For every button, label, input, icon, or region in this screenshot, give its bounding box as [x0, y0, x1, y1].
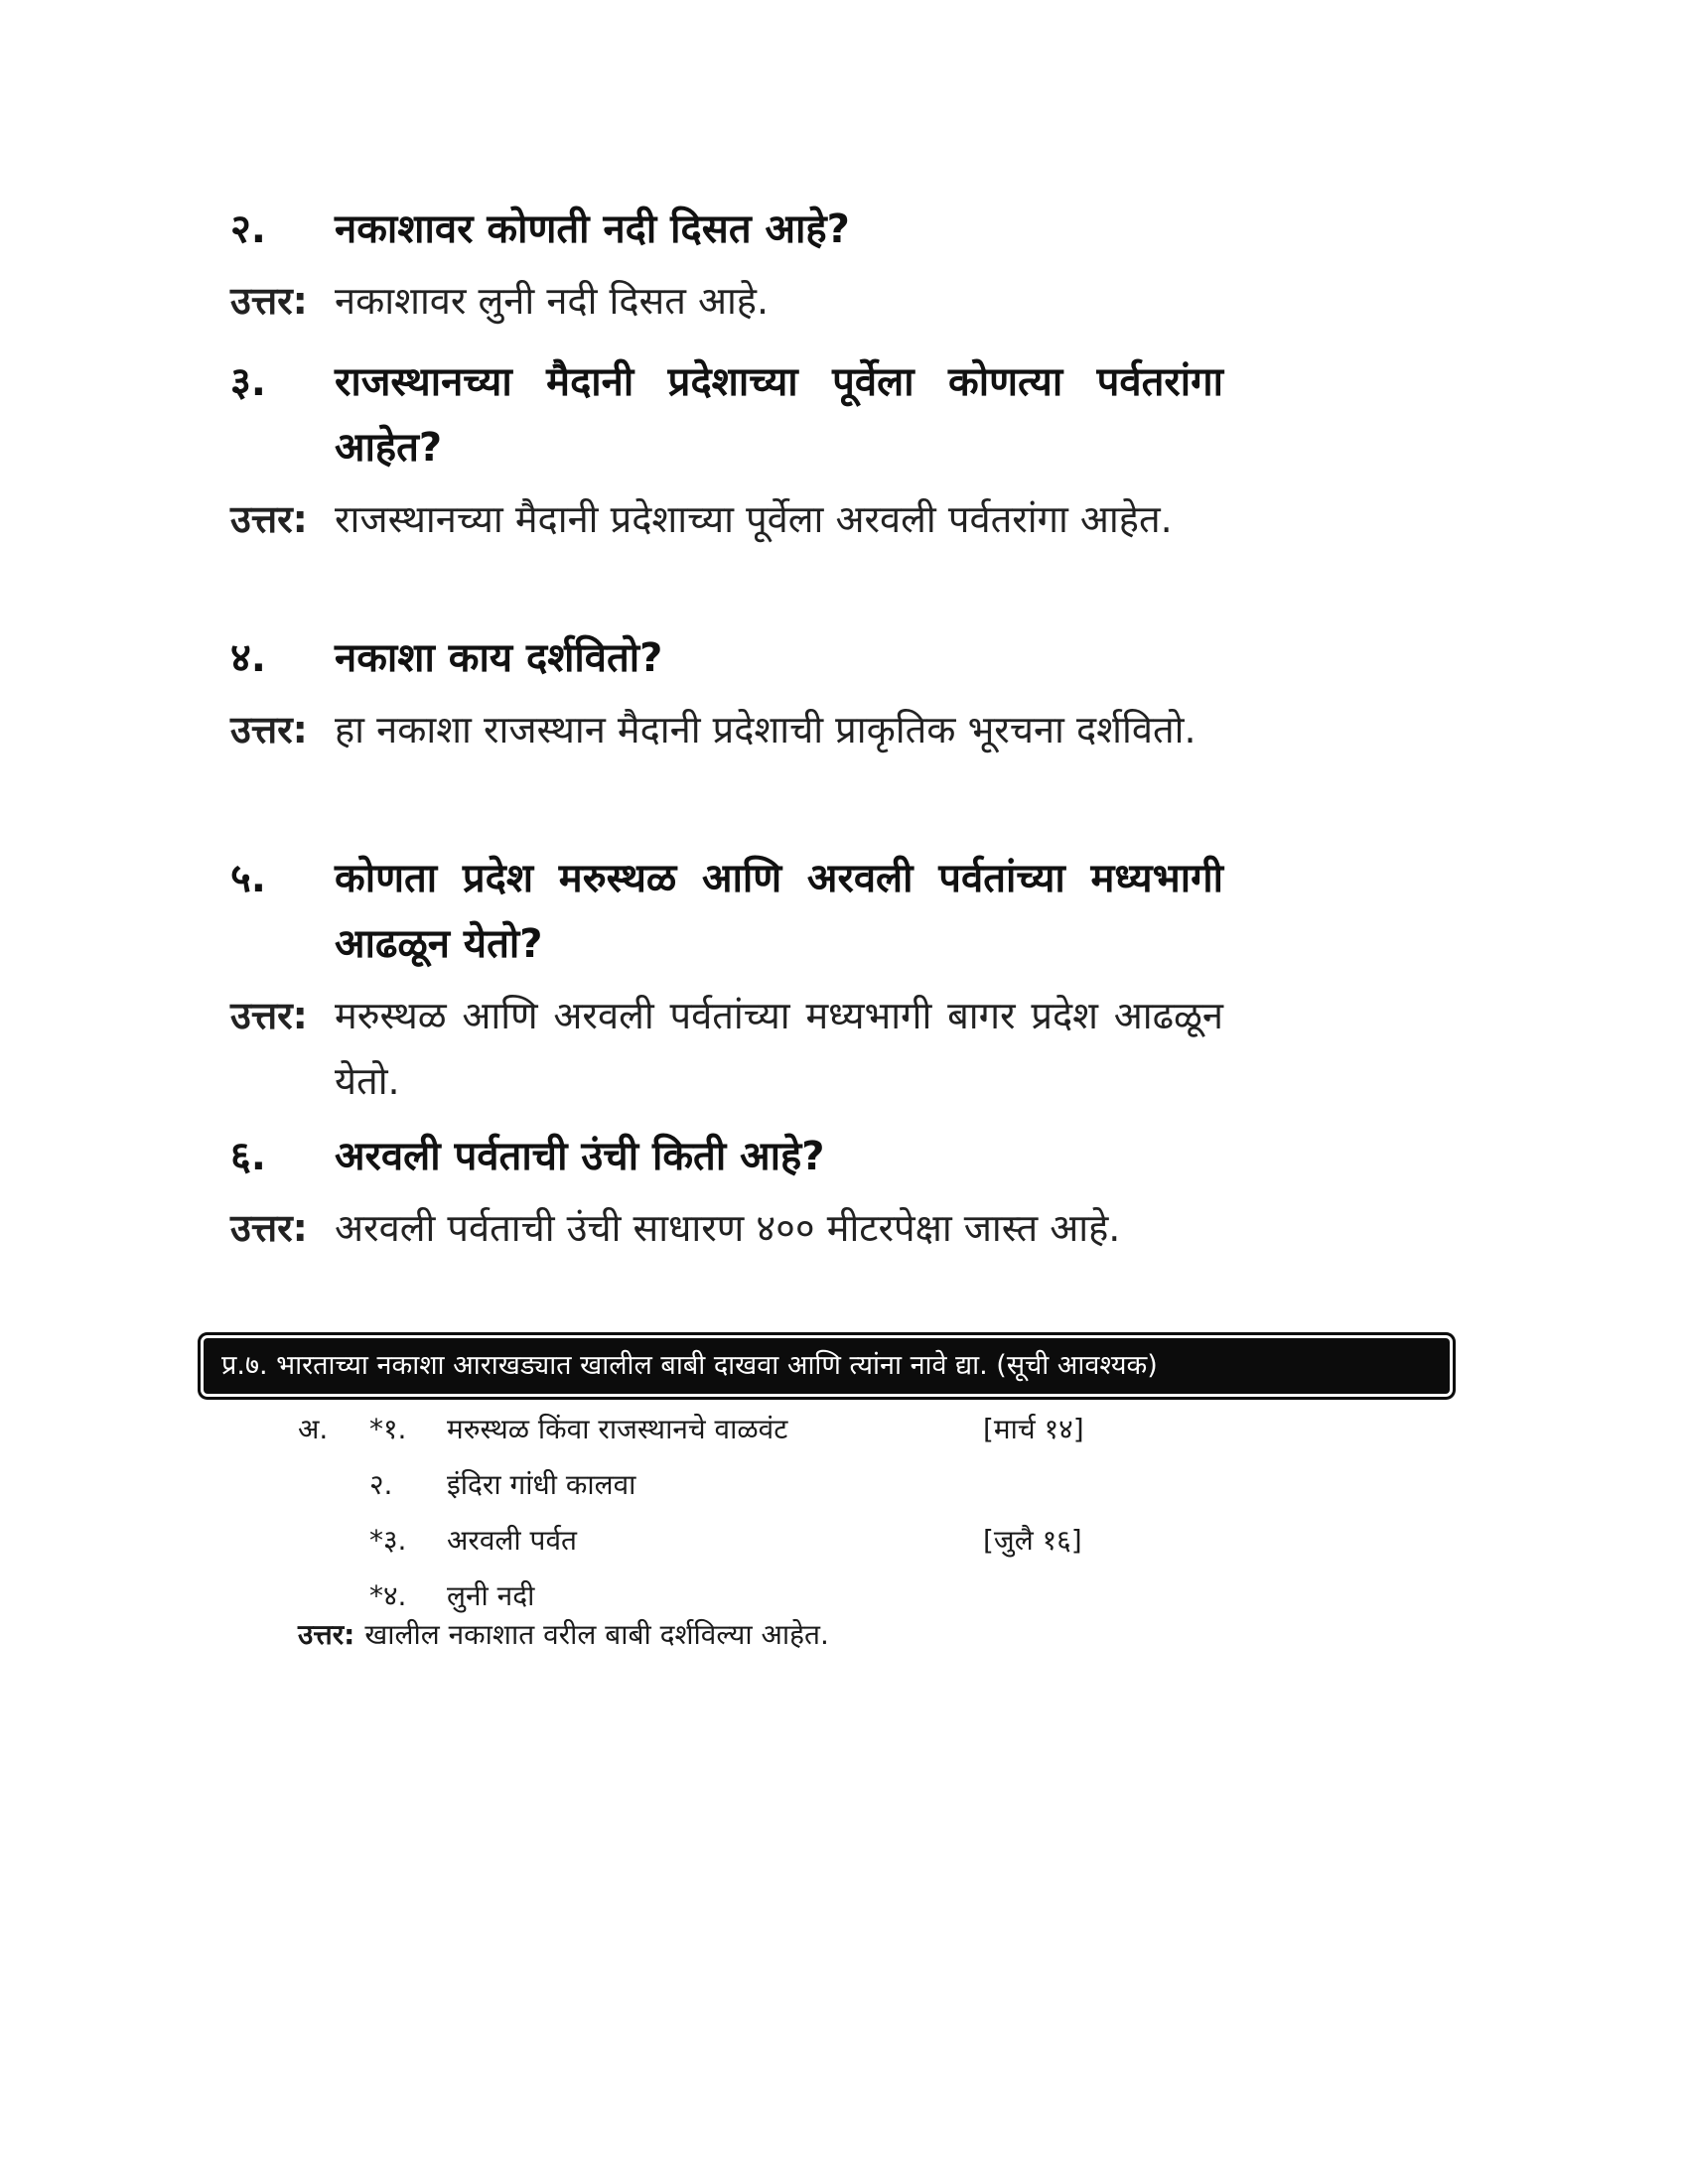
list-item	[298, 1457, 1192, 1513]
list-item	[298, 1513, 1192, 1569]
q7-item-list	[298, 1402, 1192, 1624]
exam-reference: [मार्च १४]	[983, 1413, 1084, 1445]
answer-text: राजस्थानच्या मैदानी प्रदेशाच्या पूर्वेला अरवली पर्वतरांगा आहेत.	[335, 497, 1173, 541]
question	[230, 197, 1223, 262]
item-number: *३.	[369, 1524, 407, 1557]
answer-text: अरवली पर्वताची उंची साधारण ४०० मीटरपेक्षा जास्त आहे.	[335, 1206, 1121, 1250]
answer-text: नकाशावर लुनी नदी दिसत आहे.	[335, 279, 770, 323]
answer	[230, 268, 1223, 334]
question-7-banner: प्र.७. भारताच्या नकाशा आराखड्यात खालील बाबी दाखवा आणि त्यांना नावे द्या. (सूची आवश्यक)	[204, 1338, 1450, 1394]
answer	[230, 983, 1223, 1114]
answer	[230, 1195, 1223, 1261]
qa-item-5	[230, 846, 1223, 1114]
item-text: अरवली पर्वत	[447, 1524, 577, 1557]
qa-item-6	[230, 1124, 1223, 1261]
question-text: नकाशावर कोणती नदी दिसत आहे?	[335, 206, 850, 252]
question-number: ६.	[230, 1134, 266, 1179]
question-text: अरवली पर्वताची उंची किती आहे?	[335, 1134, 825, 1179]
q7-answer	[298, 1610, 829, 1660]
question-number: २.	[230, 206, 266, 252]
question-number: ३.	[230, 359, 266, 405]
answer-text: खालील नकाशात वरील बाबी दर्शविल्या आहेत.	[364, 1618, 829, 1651]
answer-label: उत्तर:	[230, 994, 308, 1037]
qa-item-3	[230, 349, 1223, 552]
question-number: ४.	[230, 635, 266, 681]
answer-text: मरुस्थळ आणि अरवली पर्वतांच्या मध्यभागी बागर प्रदेश आढळून येतो.	[335, 994, 1223, 1103]
question-text: राजस्थानच्या मैदानी प्रदेशाच्या पूर्वेला कोणत्या पर्वतरांगा आहेत?	[335, 359, 1223, 471]
answer-label: उत्तर:	[298, 1618, 355, 1651]
qa-item-2	[230, 197, 1223, 334]
answer	[230, 697, 1223, 762]
answer-label: उत्तर:	[230, 1206, 308, 1250]
answer-text: हा नकाशा राजस्थान मैदानी प्रदेशाची प्राकृतिक भूरचना दर्शवितो.	[335, 708, 1196, 751]
item-text: इंदिरा गांधी कालवा	[447, 1468, 636, 1501]
question-text: कोणता प्रदेश मरुस्थळ आणि अरवली पर्वतांच्या मध्यभागी आढळून येतो?	[335, 856, 1223, 967]
qa-item-4	[230, 625, 1223, 762]
item-number: *१.	[369, 1413, 407, 1445]
item-text: लुनी नदी	[447, 1579, 535, 1612]
item-number: २.	[369, 1468, 393, 1501]
section-marker: अ.	[298, 1413, 329, 1445]
question	[230, 846, 1223, 977]
question-text: नकाशा काय दर्शवितो?	[335, 635, 663, 681]
answer-label: उत्तर:	[230, 279, 308, 323]
answer-label: उत्तर:	[230, 497, 308, 541]
item-number: *४.	[369, 1579, 407, 1612]
answer-label: उत्तर:	[230, 708, 308, 751]
question	[230, 625, 1223, 691]
exam-reference: [जुलै १६]	[983, 1524, 1082, 1557]
question	[230, 1124, 1223, 1189]
list-item	[298, 1402, 1192, 1457]
answer	[230, 486, 1223, 552]
question	[230, 349, 1223, 480]
question-number: ५.	[230, 856, 266, 901]
item-text: मरुस्थळ किंवा राजस्थानचे वाळवंट	[447, 1413, 788, 1445]
